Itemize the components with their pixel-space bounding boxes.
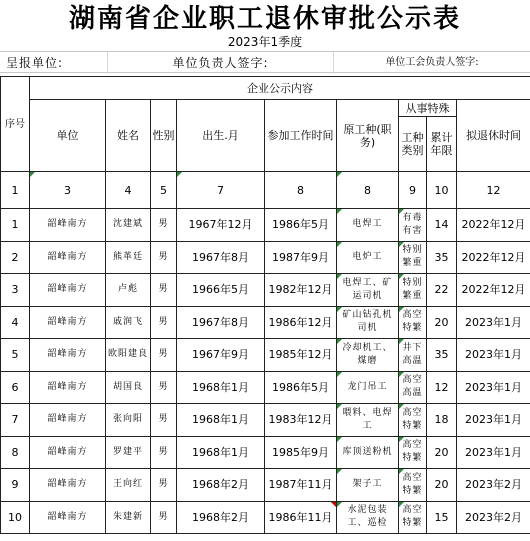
unit-cell: 韶峰南方 [30, 209, 106, 242]
years-cell: 18 [427, 404, 457, 437]
work-start-cell: 1987年11月 [265, 469, 337, 502]
job-type-cell: 高空特繁 [399, 501, 427, 534]
work-start-cell: 1986年11月 [265, 501, 337, 534]
seq-cell: 1 [1, 209, 30, 242]
job-cell: 喂料、电焊工 [337, 404, 399, 437]
job-type-cell: 高空特繁 [399, 469, 427, 502]
table-row [1, 306, 530, 339]
gender-cell: 男 [151, 241, 177, 274]
birth-cell: 1967年8月 [177, 241, 265, 274]
seq-cell: 8 [1, 436, 30, 469]
birth-cell: 1967年9月 [177, 339, 265, 372]
unit-cell: 韶峰南方 [30, 469, 106, 502]
job-type-cell: 特别繁重 [399, 274, 427, 307]
retire-time-cell: 2022年12月 [457, 241, 530, 274]
header-name: 姓名 [106, 100, 151, 172]
years-cell: 12 [427, 371, 457, 404]
table-row [1, 469, 530, 502]
job-type-cell: 特别繁重 [399, 241, 427, 274]
job-type-cell: 高空特繁 [399, 404, 427, 437]
name-cell: 卢彪 [106, 274, 151, 307]
job-cell: 电焊工、矿运司机 [337, 274, 399, 307]
job-cell: 水泥包装工、巡检 [337, 501, 399, 534]
birth-cell: 1968年2月 [177, 469, 265, 502]
seq-cell: 4 [1, 306, 30, 339]
gender-cell: 男 [151, 404, 177, 437]
retire-time-cell: 2023年1月 [457, 339, 530, 372]
gender-cell: 男 [151, 501, 177, 534]
seq-cell: 6 [1, 371, 30, 404]
table-row [1, 241, 530, 274]
job-cell: 库顶送粉机 [337, 436, 399, 469]
header-job: 原工种(职务) [337, 100, 399, 172]
name-cell: 熊革廷 [106, 241, 151, 274]
page-title: 湖南省企业职工退休审批公示表 [68, 4, 461, 34]
column-number-row [1, 172, 530, 209]
years-cell: 20 [427, 306, 457, 339]
column-number-cell: 3 [30, 172, 106, 209]
seq-cell: 9 [1, 469, 30, 502]
retire-time-cell: 2023年2月 [457, 469, 530, 502]
header-row-special [1, 100, 530, 117]
name-cell: 戚润飞 [106, 306, 151, 339]
years-cell: 20 [427, 436, 457, 469]
header-unit: 单位 [30, 100, 106, 172]
work-start-cell: 1983年12月 [265, 404, 337, 437]
unit-cell: 韶峰南方 [30, 371, 106, 404]
retire-time-cell: 2023年1月 [457, 371, 530, 404]
table-row [1, 209, 530, 242]
table-row [1, 436, 530, 469]
work-start-cell: 1987年9月 [265, 241, 337, 274]
name-cell: 朱建新 [106, 501, 151, 534]
gender-cell: 男 [151, 274, 177, 307]
work-start-cell: 1986年5月 [265, 371, 337, 404]
gender-cell: 男 [151, 339, 177, 372]
header-job-type: 工种类别 [399, 117, 427, 172]
years-cell: 35 [427, 241, 457, 274]
seq-cell: 10 [1, 501, 30, 534]
column-number-cell: 1 [1, 172, 30, 209]
header-years: 累计年限 [427, 117, 457, 172]
column-number-cell: 12 [457, 172, 530, 209]
header-birth: 出生.月 [177, 100, 265, 172]
unit-cell: 韶峰南方 [30, 404, 106, 437]
retirement-table [0, 76, 530, 534]
column-number-cell: 5 [151, 172, 177, 209]
name-cell: 胡国良 [106, 371, 151, 404]
signature-row [0, 51, 530, 73]
table-row [1, 371, 530, 404]
birth-cell: 1968年2月 [177, 501, 265, 534]
job-cell: 冷却机工、煤磨 [337, 339, 399, 372]
name-cell: 王向红 [106, 469, 151, 502]
column-number-cell: 8 [337, 172, 399, 209]
retire-time-cell: 2023年1月 [457, 436, 530, 469]
years-cell: 22 [427, 274, 457, 307]
header-public-content: 企业公示内容 [30, 77, 530, 100]
table-row [1, 274, 530, 307]
name-cell: 沈建斌 [106, 209, 151, 242]
job-type-cell: 井下高温 [399, 339, 427, 372]
table-row [1, 501, 530, 534]
name-cell: 张向阳 [106, 404, 151, 437]
column-number-cell: 7 [177, 172, 265, 209]
column-number-cell: 8 [265, 172, 337, 209]
column-number-cell: 4 [106, 172, 151, 209]
birth-cell: 1967年12月 [177, 209, 265, 242]
work-start-cell: 1982年12月 [265, 274, 337, 307]
gender-cell: 男 [151, 436, 177, 469]
header-retire-time: 拟退休时间 [457, 100, 530, 172]
column-number-cell: 9 [399, 172, 427, 209]
birth-cell: 1967年8月 [177, 306, 265, 339]
job-cell: 矿山钻孔机司机 [337, 306, 399, 339]
header-gender: 性别 [151, 100, 177, 172]
unit-cell: 韶峰南方 [30, 501, 106, 534]
work-start-cell: 1985年12月 [265, 339, 337, 372]
union-head-signature-label[interactable]: 单位工会负责人签字: [385, 57, 479, 68]
job-type-cell: 高空特繁 [399, 306, 427, 339]
unit-cell: 韶峰南方 [30, 306, 106, 339]
years-cell: 35 [427, 339, 457, 372]
retire-time-cell: 2023年1月 [457, 306, 530, 339]
seq-cell: 5 [1, 339, 30, 372]
job-cell: 电炉工 [337, 241, 399, 274]
job-type-cell: 高空高温 [399, 371, 427, 404]
work-start-cell: 1986年5月 [265, 209, 337, 242]
gender-cell: 男 [151, 371, 177, 404]
years-cell: 15 [427, 501, 457, 534]
header-work-start: 参加工作时间 [265, 100, 337, 172]
table-row [1, 404, 530, 437]
job-cell: 电焊工 [337, 209, 399, 242]
header-seq: 序号 [1, 77, 30, 172]
retire-time-cell: 2022年12月 [457, 274, 530, 307]
retire-time-cell: 2022年12月 [457, 209, 530, 242]
gender-cell: 男 [151, 469, 177, 502]
unit-head-signature-label[interactable]: 单位负责人签字: [108, 52, 334, 74]
job-cell: 龙门吊工 [337, 371, 399, 404]
retire-time-cell: 2023年2月 [457, 501, 530, 534]
birth-cell: 1968年1月 [177, 404, 265, 437]
birth-cell: 1966年5月 [177, 274, 265, 307]
seq-cell: 2 [1, 241, 30, 274]
years-cell: 14 [427, 209, 457, 242]
retire-time-cell: 2023年1月 [457, 404, 530, 437]
unit-cell: 韶峰南方 [30, 339, 106, 372]
name-cell: 罗建平 [106, 436, 151, 469]
work-start-cell: 1986年12月 [265, 306, 337, 339]
job-type-cell: 高空特繁 [399, 436, 427, 469]
header-row-group [1, 77, 530, 100]
gender-cell: 男 [151, 209, 177, 242]
job-type-cell: 有毒有害 [399, 209, 427, 242]
table-row [1, 339, 530, 372]
unit-cell: 韶峰南方 [30, 436, 106, 469]
years-cell: 20 [427, 469, 457, 502]
unit-cell: 韶峰南方 [30, 274, 106, 307]
birth-cell: 1968年1月 [177, 371, 265, 404]
name-cell: 欧阳建良 [106, 339, 151, 372]
quarter-subtitle: 2023年1季度 [227, 35, 303, 49]
column-number-cell: 10 [427, 172, 457, 209]
work-start-cell: 1985年9月 [265, 436, 337, 469]
seq-cell: 7 [1, 404, 30, 437]
gender-cell: 男 [151, 306, 177, 339]
unit-cell: 韶峰南方 [30, 241, 106, 274]
seq-cell: 3 [1, 274, 30, 307]
job-cell: 架子工 [337, 469, 399, 502]
header-special-work: 从事特殊 [399, 100, 457, 117]
birth-cell: 1968年1月 [177, 436, 265, 469]
reporting-unit-label[interactable]: 呈报单位: [0, 52, 108, 74]
